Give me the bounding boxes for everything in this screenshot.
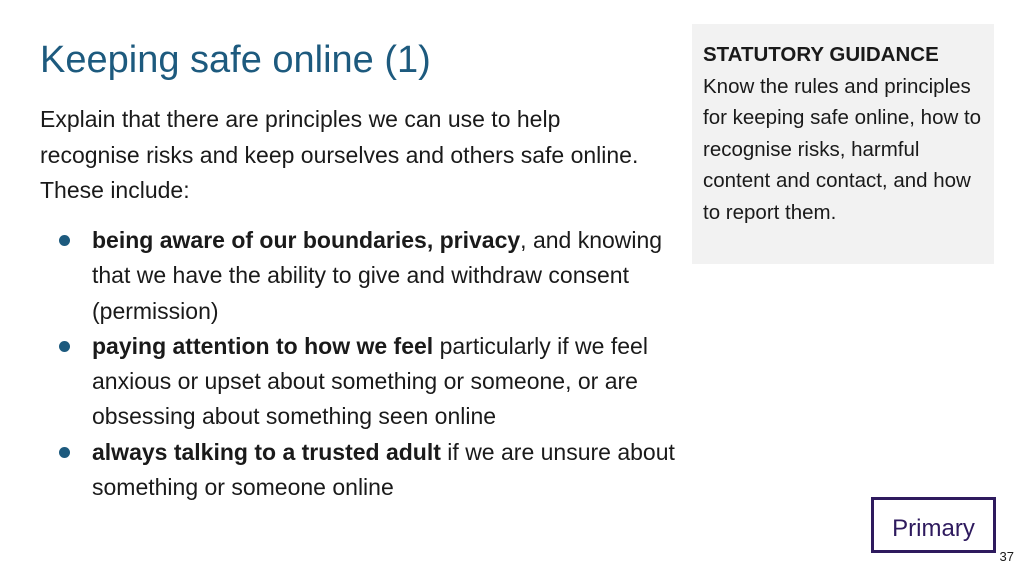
bullet-dot-icon [59,235,70,246]
statutory-guidance-box [692,24,994,264]
principles-list [40,223,690,505]
list-item-text: particularly if we feel anxious or upset about something or someone, or are obsessing about something seen online [92,332,648,430]
bullet-dot-icon [59,447,70,458]
guidance-text: Know the rules and principles for keeping safe online, how to recognise risks, harmful content and contact, and how to report them. [703,74,982,224]
primary-badge: Primary [871,497,996,553]
list-item-bold: always talking to a trusted adult [92,438,441,465]
list-item-bold: paying attention to how we feel [92,332,434,359]
intro-paragraph: Explain that there are principles we can use to help recognise risks and keep ourselves and others safe online. These include: [40,106,639,203]
bullet-dot-icon [59,341,70,352]
list-item-bold: being aware of our boundaries, privacy [92,227,521,253]
list-item [40,435,690,506]
list-item [40,329,690,435]
page-number: 37 [999,549,1014,564]
list-item [40,223,690,329]
list-item-text: if we are unsure about something or someone online [92,438,675,501]
guidance-heading: STATUTORY GUIDANCE [703,43,939,66]
list-item-text: , and knowing that we have the ability to give and withdraw consent (permission) [92,227,663,324]
slide-title: Keeping safe online (1) [40,39,431,81]
